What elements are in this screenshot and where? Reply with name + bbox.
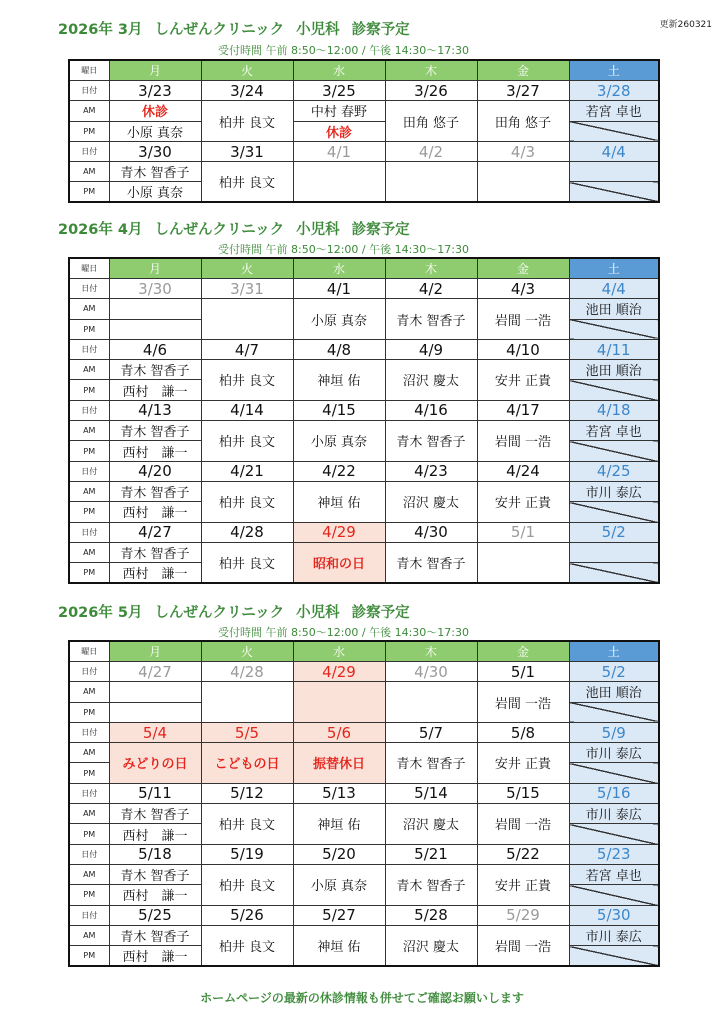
date-cell: 4/14 xyxy=(201,400,293,420)
pm-row-label: PM xyxy=(69,182,109,203)
am-row-label: AM xyxy=(69,360,109,380)
pm-doctor: 西村 謙一 xyxy=(109,946,201,967)
weekday-header: 土 xyxy=(569,258,659,279)
pm-row-label: PM xyxy=(69,702,109,722)
doctor-cell: 安井 正貴 xyxy=(477,360,569,401)
am-row-label: AM xyxy=(69,925,109,945)
pm-row-label: PM xyxy=(69,121,109,141)
footer-note: ホームページの最新の休診情報も併せてご確認お願いします xyxy=(200,991,524,1005)
date-cell: 3/31 xyxy=(201,279,293,299)
april-schedule-table xyxy=(68,257,660,584)
date-cell: 4/7 xyxy=(201,339,293,359)
saturday-pm-closed xyxy=(569,702,659,722)
weekday-header: 木 xyxy=(385,60,477,81)
date-row-label: 日付 xyxy=(69,339,109,359)
doctor-cell xyxy=(293,682,385,723)
pm-row-label: PM xyxy=(69,563,109,584)
am-row-label: AM xyxy=(69,421,109,441)
saturday-doctor xyxy=(569,542,659,562)
doctor-cell: 柏井 良文 xyxy=(201,421,293,462)
weekday-header: 金 xyxy=(477,641,569,662)
saturday-pm-closed xyxy=(569,885,659,905)
date-cell: 4/6 xyxy=(109,339,201,359)
weekday-label: 曜日 xyxy=(69,60,109,81)
date-cell: 5/20 xyxy=(293,844,385,864)
date-cell: 4/17 xyxy=(477,400,569,420)
date-cell: 5/28 xyxy=(385,905,477,925)
weekday-header: 月 xyxy=(109,641,201,662)
date-cell: 4/22 xyxy=(293,461,385,481)
doctor-cell: 青木 智香子 xyxy=(385,421,477,462)
date-cell: 3/30 xyxy=(109,141,201,161)
date-row-label: 日付 xyxy=(69,905,109,925)
weekday-header: 月 xyxy=(109,60,201,81)
doctor-cell: 柏井 良文 xyxy=(201,864,293,905)
holiday-name: こどもの日 xyxy=(201,743,293,784)
am-doctor: 青木 智香子 xyxy=(109,925,201,945)
weekday-header: 土 xyxy=(569,60,659,81)
doctor-cell: 柏井 良文 xyxy=(201,804,293,845)
april-title xyxy=(58,218,422,239)
doctor-cell: 小原 真奈 xyxy=(293,299,385,340)
pm-doctor: 休診 xyxy=(293,121,385,141)
am-doctor: 青木 智香子 xyxy=(109,162,201,182)
date-cell: 5/11 xyxy=(109,783,201,803)
pm-doctor: 西村 謙一 xyxy=(109,502,201,522)
doctor-cell: 小原 真奈 xyxy=(293,421,385,462)
doctor-cell: 沼沢 慶太 xyxy=(385,360,477,401)
date-cell: 5/2 xyxy=(569,662,659,682)
saturday-doctor: 池田 順治 xyxy=(569,360,659,380)
doctor-cell xyxy=(201,299,293,340)
saturday-pm-closed xyxy=(569,121,659,141)
doctor-cell xyxy=(201,682,293,723)
date-cell: 4/16 xyxy=(385,400,477,420)
doctor-cell: 柏井 良文 xyxy=(201,360,293,401)
title-label: 診察予定 xyxy=(351,22,410,38)
doctor-cell: 安井 正貴 xyxy=(477,743,569,784)
pm-doctor: 西村 謙一 xyxy=(109,441,201,461)
date-cell: 5/16 xyxy=(569,783,659,803)
pm-doctor: 西村 謙一 xyxy=(109,380,201,400)
saturday-doctor: 若宮 卓也 xyxy=(569,101,659,121)
saturday-doctor: 市川 泰広 xyxy=(569,481,659,501)
weekday-header: 月 xyxy=(109,258,201,279)
saturday-doctor: 池田 順治 xyxy=(569,299,659,319)
date-cell: 5/1 xyxy=(477,522,569,542)
title-label: 診察予定 xyxy=(351,222,410,238)
saturday-doctor: 市川 泰広 xyxy=(569,925,659,945)
weekday-header: 木 xyxy=(385,641,477,662)
saturday-doctor: 池田 順治 xyxy=(569,682,659,702)
date-cell: 5/19 xyxy=(201,844,293,864)
saturday-pm-closed xyxy=(569,563,659,584)
date-cell: 4/3 xyxy=(477,141,569,161)
date-cell: 4/11 xyxy=(569,339,659,359)
doctor-cell xyxy=(385,162,477,203)
am-doctor: 青木 智香子 xyxy=(109,804,201,824)
weekday-header: 金 xyxy=(477,258,569,279)
doctor-cell: 神垣 佑 xyxy=(293,925,385,966)
march-hours: 受付時間 午前 8:50～12:00 / 午後 14:30～17:30 xyxy=(218,44,469,57)
pm-row-label: PM xyxy=(69,502,109,522)
doctor-cell: 神垣 佑 xyxy=(293,804,385,845)
doctor-cell: 岩間 一浩 xyxy=(477,299,569,340)
holiday-name: 昭和の日 xyxy=(293,542,385,583)
date-cell: 5/9 xyxy=(569,722,659,742)
date-cell: 3/25 xyxy=(293,81,385,101)
date-cell: 4/24 xyxy=(477,461,569,481)
doctor-cell: 岩間 一浩 xyxy=(477,682,569,723)
date-cell: 4/29 xyxy=(293,662,385,682)
weekday-header: 金 xyxy=(477,60,569,81)
title-clinic: しんぜんクリニック xyxy=(154,222,285,238)
date-cell: 4/29 xyxy=(293,522,385,542)
march-schedule-table xyxy=(68,59,660,203)
doctor-cell: 神垣 佑 xyxy=(293,360,385,401)
date-cell: 4/2 xyxy=(385,279,477,299)
date-cell: 5/7 xyxy=(385,722,477,742)
doctor-cell: 柏井 良文 xyxy=(201,101,293,142)
saturday-pm-closed xyxy=(569,380,659,400)
doctor-cell xyxy=(385,682,477,723)
saturday-pm-closed xyxy=(569,824,659,844)
date-row-label: 日付 xyxy=(69,81,109,101)
doctor-cell: 柏井 良文 xyxy=(201,481,293,522)
doctor-cell: 安井 正貴 xyxy=(477,864,569,905)
date-cell: 5/30 xyxy=(569,905,659,925)
may-schedule-table xyxy=(68,640,660,967)
date-cell: 5/29 xyxy=(477,905,569,925)
date-cell: 4/27 xyxy=(109,522,201,542)
weekday-header: 土 xyxy=(569,641,659,662)
date-cell: 4/20 xyxy=(109,461,201,481)
date-cell: 4/25 xyxy=(569,461,659,481)
date-row-label: 日付 xyxy=(69,844,109,864)
date-cell: 4/4 xyxy=(569,279,659,299)
doctor-cell: 小原 真奈 xyxy=(293,864,385,905)
doctor-cell: 沼沢 慶太 xyxy=(385,804,477,845)
saturday-pm-closed xyxy=(569,763,659,783)
saturday-pm-closed xyxy=(569,441,659,461)
doctor-cell: 柏井 良文 xyxy=(201,925,293,966)
weekday-header: 水 xyxy=(293,258,385,279)
date-row-label: 日付 xyxy=(69,662,109,682)
am-doctor xyxy=(109,682,201,702)
date-cell: 4/21 xyxy=(201,461,293,481)
saturday-doctor: 若宮 卓也 xyxy=(569,421,659,441)
date-cell: 4/15 xyxy=(293,400,385,420)
am-row-label: AM xyxy=(69,299,109,319)
am-row-label: AM xyxy=(69,542,109,562)
date-cell: 5/25 xyxy=(109,905,201,925)
date-cell: 4/18 xyxy=(569,400,659,420)
date-cell: 5/26 xyxy=(201,905,293,925)
date-cell: 4/28 xyxy=(201,662,293,682)
date-cell: 4/9 xyxy=(385,339,477,359)
title-dept: 小児科 xyxy=(296,605,340,621)
date-row-label: 日付 xyxy=(69,722,109,742)
doctor-cell: 田角 悠子 xyxy=(477,101,569,142)
date-cell: 4/1 xyxy=(293,279,385,299)
date-row-label: 日付 xyxy=(69,400,109,420)
date-cell: 4/30 xyxy=(385,522,477,542)
doctor-cell: 青木 智香子 xyxy=(385,542,477,583)
doctor-cell: 青木 智香子 xyxy=(385,299,477,340)
am-row-label: AM xyxy=(69,101,109,121)
am-doctor: 青木 智香子 xyxy=(109,481,201,501)
date-cell: 5/5 xyxy=(201,722,293,742)
date-row-label: 日付 xyxy=(69,141,109,161)
update-code: 更新260321 xyxy=(659,20,712,30)
pm-row-label: PM xyxy=(69,885,109,905)
date-cell: 5/6 xyxy=(293,722,385,742)
date-cell: 4/1 xyxy=(293,141,385,161)
date-cell: 4/28 xyxy=(201,522,293,542)
am-row-label: AM xyxy=(69,682,109,702)
saturday-doctor: 市川 泰広 xyxy=(569,743,659,763)
pm-doctor: 西村 謙一 xyxy=(109,824,201,844)
date-cell: 4/8 xyxy=(293,339,385,359)
pm-doctor: 西村 謙一 xyxy=(109,563,201,584)
may-hours: 受付時間 午前 8:50～12:00 / 午後 14:30～17:30 xyxy=(218,626,469,639)
am-doctor: 中村 春野 xyxy=(293,101,385,121)
doctor-cell: 沼沢 慶太 xyxy=(385,925,477,966)
date-cell: 3/26 xyxy=(385,81,477,101)
am-row-label: AM xyxy=(69,864,109,884)
weekday-header: 水 xyxy=(293,641,385,662)
title-clinic: しんぜんクリニック xyxy=(154,605,285,621)
date-cell: 5/2 xyxy=(569,522,659,542)
weekday-label: 曜日 xyxy=(69,258,109,279)
date-cell: 5/21 xyxy=(385,844,477,864)
date-row-label: 日付 xyxy=(69,522,109,542)
doctor-cell: 柏井 良文 xyxy=(201,542,293,583)
am-row-label: AM xyxy=(69,743,109,763)
pm-row-label: PM xyxy=(69,763,109,783)
doctor-cell: 岩間 一浩 xyxy=(477,804,569,845)
date-cell: 5/22 xyxy=(477,844,569,864)
title-year-month: 2026年 5月 xyxy=(58,605,143,621)
may-title xyxy=(58,601,422,622)
weekday-header: 木 xyxy=(385,258,477,279)
date-row-label: 日付 xyxy=(69,461,109,481)
date-row-label: 日付 xyxy=(69,783,109,803)
date-cell: 3/27 xyxy=(477,81,569,101)
doctor-cell: 柏井 良文 xyxy=(201,162,293,203)
saturday-doctor: 市川 泰広 xyxy=(569,804,659,824)
doctor-cell: 岩間 一浩 xyxy=(477,421,569,462)
doctor-cell: 青木 智香子 xyxy=(385,864,477,905)
weekday-header: 火 xyxy=(201,641,293,662)
pm-doctor xyxy=(109,702,201,722)
am-doctor: 休診 xyxy=(109,101,201,121)
saturday-doctor xyxy=(569,162,659,182)
title-dept: 小児科 xyxy=(296,22,340,38)
doctor-cell xyxy=(477,162,569,203)
am-doctor: 青木 智香子 xyxy=(109,360,201,380)
doctor-cell: 安井 正貴 xyxy=(477,481,569,522)
title-year-month: 2026年 4月 xyxy=(58,222,143,238)
date-cell: 5/1 xyxy=(477,662,569,682)
date-cell: 4/3 xyxy=(477,279,569,299)
weekday-header: 火 xyxy=(201,258,293,279)
date-cell: 4/2 xyxy=(385,141,477,161)
am-doctor xyxy=(109,299,201,319)
am-doctor: 青木 智香子 xyxy=(109,421,201,441)
doctor-cell: 青木 智香子 xyxy=(385,743,477,784)
april-hours: 受付時間 午前 8:50～12:00 / 午後 14:30～17:30 xyxy=(218,243,469,256)
title-label: 診察予定 xyxy=(351,605,410,621)
weekday-label: 曜日 xyxy=(69,641,109,662)
saturday-pm-closed xyxy=(569,319,659,339)
weekday-header: 火 xyxy=(201,60,293,81)
doctor-cell: 神垣 佑 xyxy=(293,481,385,522)
holiday-name: みどりの日 xyxy=(109,743,201,784)
am-row-label: AM xyxy=(69,804,109,824)
weekday-header: 水 xyxy=(293,60,385,81)
date-cell: 4/13 xyxy=(109,400,201,420)
doctor-cell: 岩間 一浩 xyxy=(477,925,569,966)
saturday-pm-closed xyxy=(569,946,659,967)
date-cell: 3/31 xyxy=(201,141,293,161)
am-row-label: AM xyxy=(69,481,109,501)
pm-doctor: 小原 真奈 xyxy=(109,182,201,203)
title-dept: 小児科 xyxy=(296,222,340,238)
title-year-month: 2026年 3月 xyxy=(58,22,143,38)
date-row-label: 日付 xyxy=(69,279,109,299)
am-doctor: 青木 智香子 xyxy=(109,542,201,562)
date-cell: 5/15 xyxy=(477,783,569,803)
date-cell: 4/30 xyxy=(385,662,477,682)
am-row-label: AM xyxy=(69,162,109,182)
saturday-pm-closed xyxy=(569,502,659,522)
holiday-name: 振替休日 xyxy=(293,743,385,784)
date-cell: 4/10 xyxy=(477,339,569,359)
doctor-cell: 沼沢 慶太 xyxy=(385,481,477,522)
pm-doctor: 西村 謙一 xyxy=(109,885,201,905)
am-doctor: 青木 智香子 xyxy=(109,864,201,884)
doctor-cell xyxy=(293,162,385,203)
date-cell: 3/28 xyxy=(569,81,659,101)
doctor-cell xyxy=(477,542,569,583)
pm-row-label: PM xyxy=(69,319,109,339)
date-cell: 5/23 xyxy=(569,844,659,864)
date-cell: 5/8 xyxy=(477,722,569,742)
doctor-cell: 田角 悠子 xyxy=(385,101,477,142)
date-cell: 5/14 xyxy=(385,783,477,803)
title-clinic: しんぜんクリニック xyxy=(154,22,285,38)
date-cell: 5/18 xyxy=(109,844,201,864)
pm-row-label: PM xyxy=(69,380,109,400)
pm-doctor xyxy=(109,319,201,339)
date-cell: 5/27 xyxy=(293,905,385,925)
date-cell: 4/23 xyxy=(385,461,477,481)
date-cell: 4/27 xyxy=(109,662,201,682)
date-cell: 3/30 xyxy=(109,279,201,299)
pm-row-label: PM xyxy=(69,824,109,844)
saturday-pm-closed xyxy=(569,182,659,203)
pm-row-label: PM xyxy=(69,946,109,967)
pm-doctor: 小原 真奈 xyxy=(109,121,201,141)
date-cell: 5/13 xyxy=(293,783,385,803)
date-cell: 5/12 xyxy=(201,783,293,803)
march-title xyxy=(58,18,422,39)
date-cell: 3/23 xyxy=(109,81,201,101)
date-cell: 4/4 xyxy=(569,141,659,161)
pm-row-label: PM xyxy=(69,441,109,461)
saturday-doctor: 若宮 卓也 xyxy=(569,864,659,884)
date-cell: 5/4 xyxy=(109,722,201,742)
date-cell: 3/24 xyxy=(201,81,293,101)
